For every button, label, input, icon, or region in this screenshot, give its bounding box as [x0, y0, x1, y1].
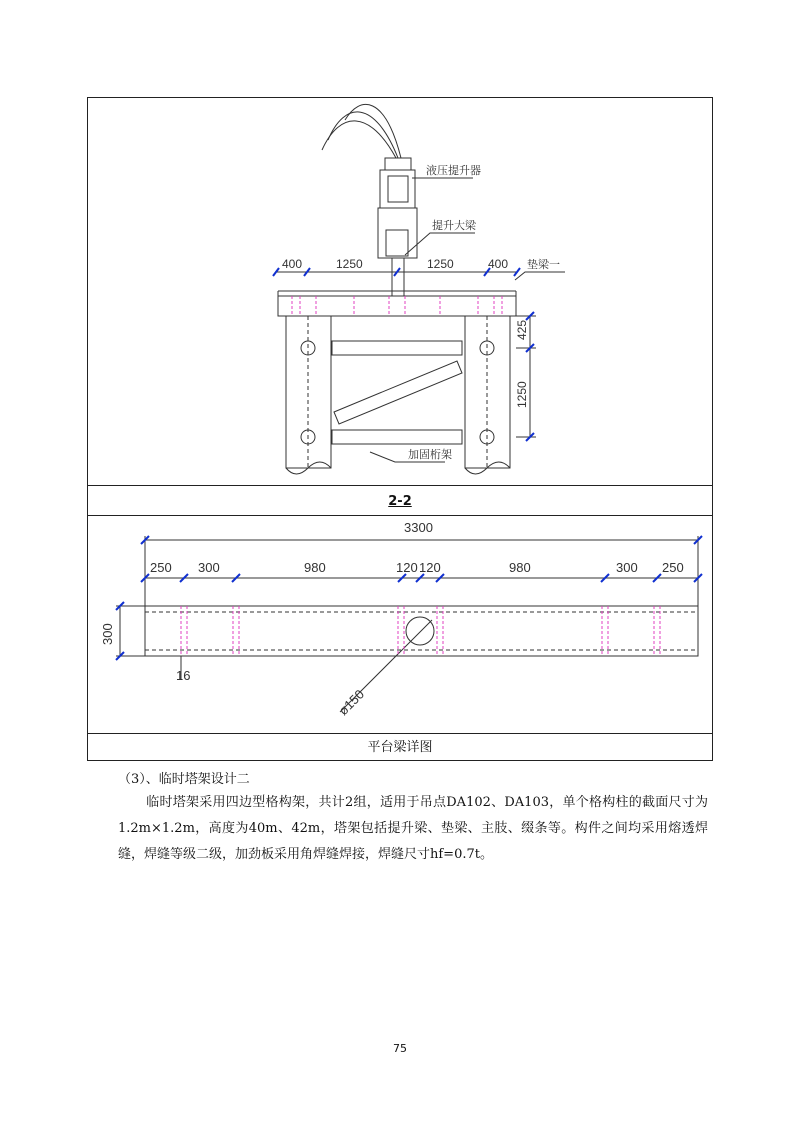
truss-top [332, 341, 462, 355]
dim-overall: 3300 [404, 520, 433, 535]
page-number: 75 [393, 1042, 407, 1055]
label-lifting-beam: 提升大梁 [432, 220, 476, 232]
platform-beam-title: 平台梁详图 [87, 733, 713, 761]
dim-v-1250: 1250 [515, 381, 529, 408]
lifter-base [378, 208, 417, 258]
body-paragraph [118, 790, 708, 868]
paragraph-text: 临时塔架采用四边型格构架，共计2组，适用于吊点DA102、DA103，单个格构柱的截面尺寸为1.2m×1.2m，高度为40m、42m，塔架包括提升梁、垫梁、主肢、缀条等。构件之间均采用熔透焊缝，焊缝等级二级，加劲板采用角焊缝焊接，焊缝尺寸hf=0.7t。 [118, 795, 708, 862]
hydraulic-hose [322, 121, 396, 158]
pad-beam [278, 296, 516, 316]
label-hydraulic-lifter: 液压提升器 [426, 165, 481, 177]
dim-seg-2: 300 [198, 560, 220, 575]
dim-seg-1: 250 [150, 560, 172, 575]
dim-seg-5: 120 [419, 560, 441, 575]
dim-left-1250: 1250 [336, 257, 363, 271]
dim-right-1250: 1250 [427, 257, 454, 271]
section-heading: （3）、临时塔架设计二 [118, 772, 250, 787]
dim-right-400: 400 [488, 257, 509, 271]
dim-plate: 16 [176, 668, 191, 683]
dim-seg-3: 980 [304, 560, 326, 575]
dim-seg-6: 980 [509, 560, 531, 575]
dim-hole: ø150 [335, 686, 368, 719]
label-pad-beam: 垫梁一 [527, 259, 560, 271]
truss-diagonal [334, 361, 462, 424]
dim-v-425: 425 [515, 319, 529, 340]
section-title-2-2: 2-2 [87, 485, 713, 516]
label-reinforcement-truss: 加固桁架 [408, 449, 452, 461]
truss-bottom [332, 430, 462, 444]
dim-seg-4: 120 [396, 560, 418, 575]
dim-seg-8: 250 [662, 560, 684, 575]
lifter-top [385, 158, 411, 170]
dim-left-400: 400 [282, 257, 303, 271]
beam-hole [406, 617, 434, 645]
dim-seg-7: 300 [616, 560, 638, 575]
dim-height: 300 [100, 623, 115, 645]
